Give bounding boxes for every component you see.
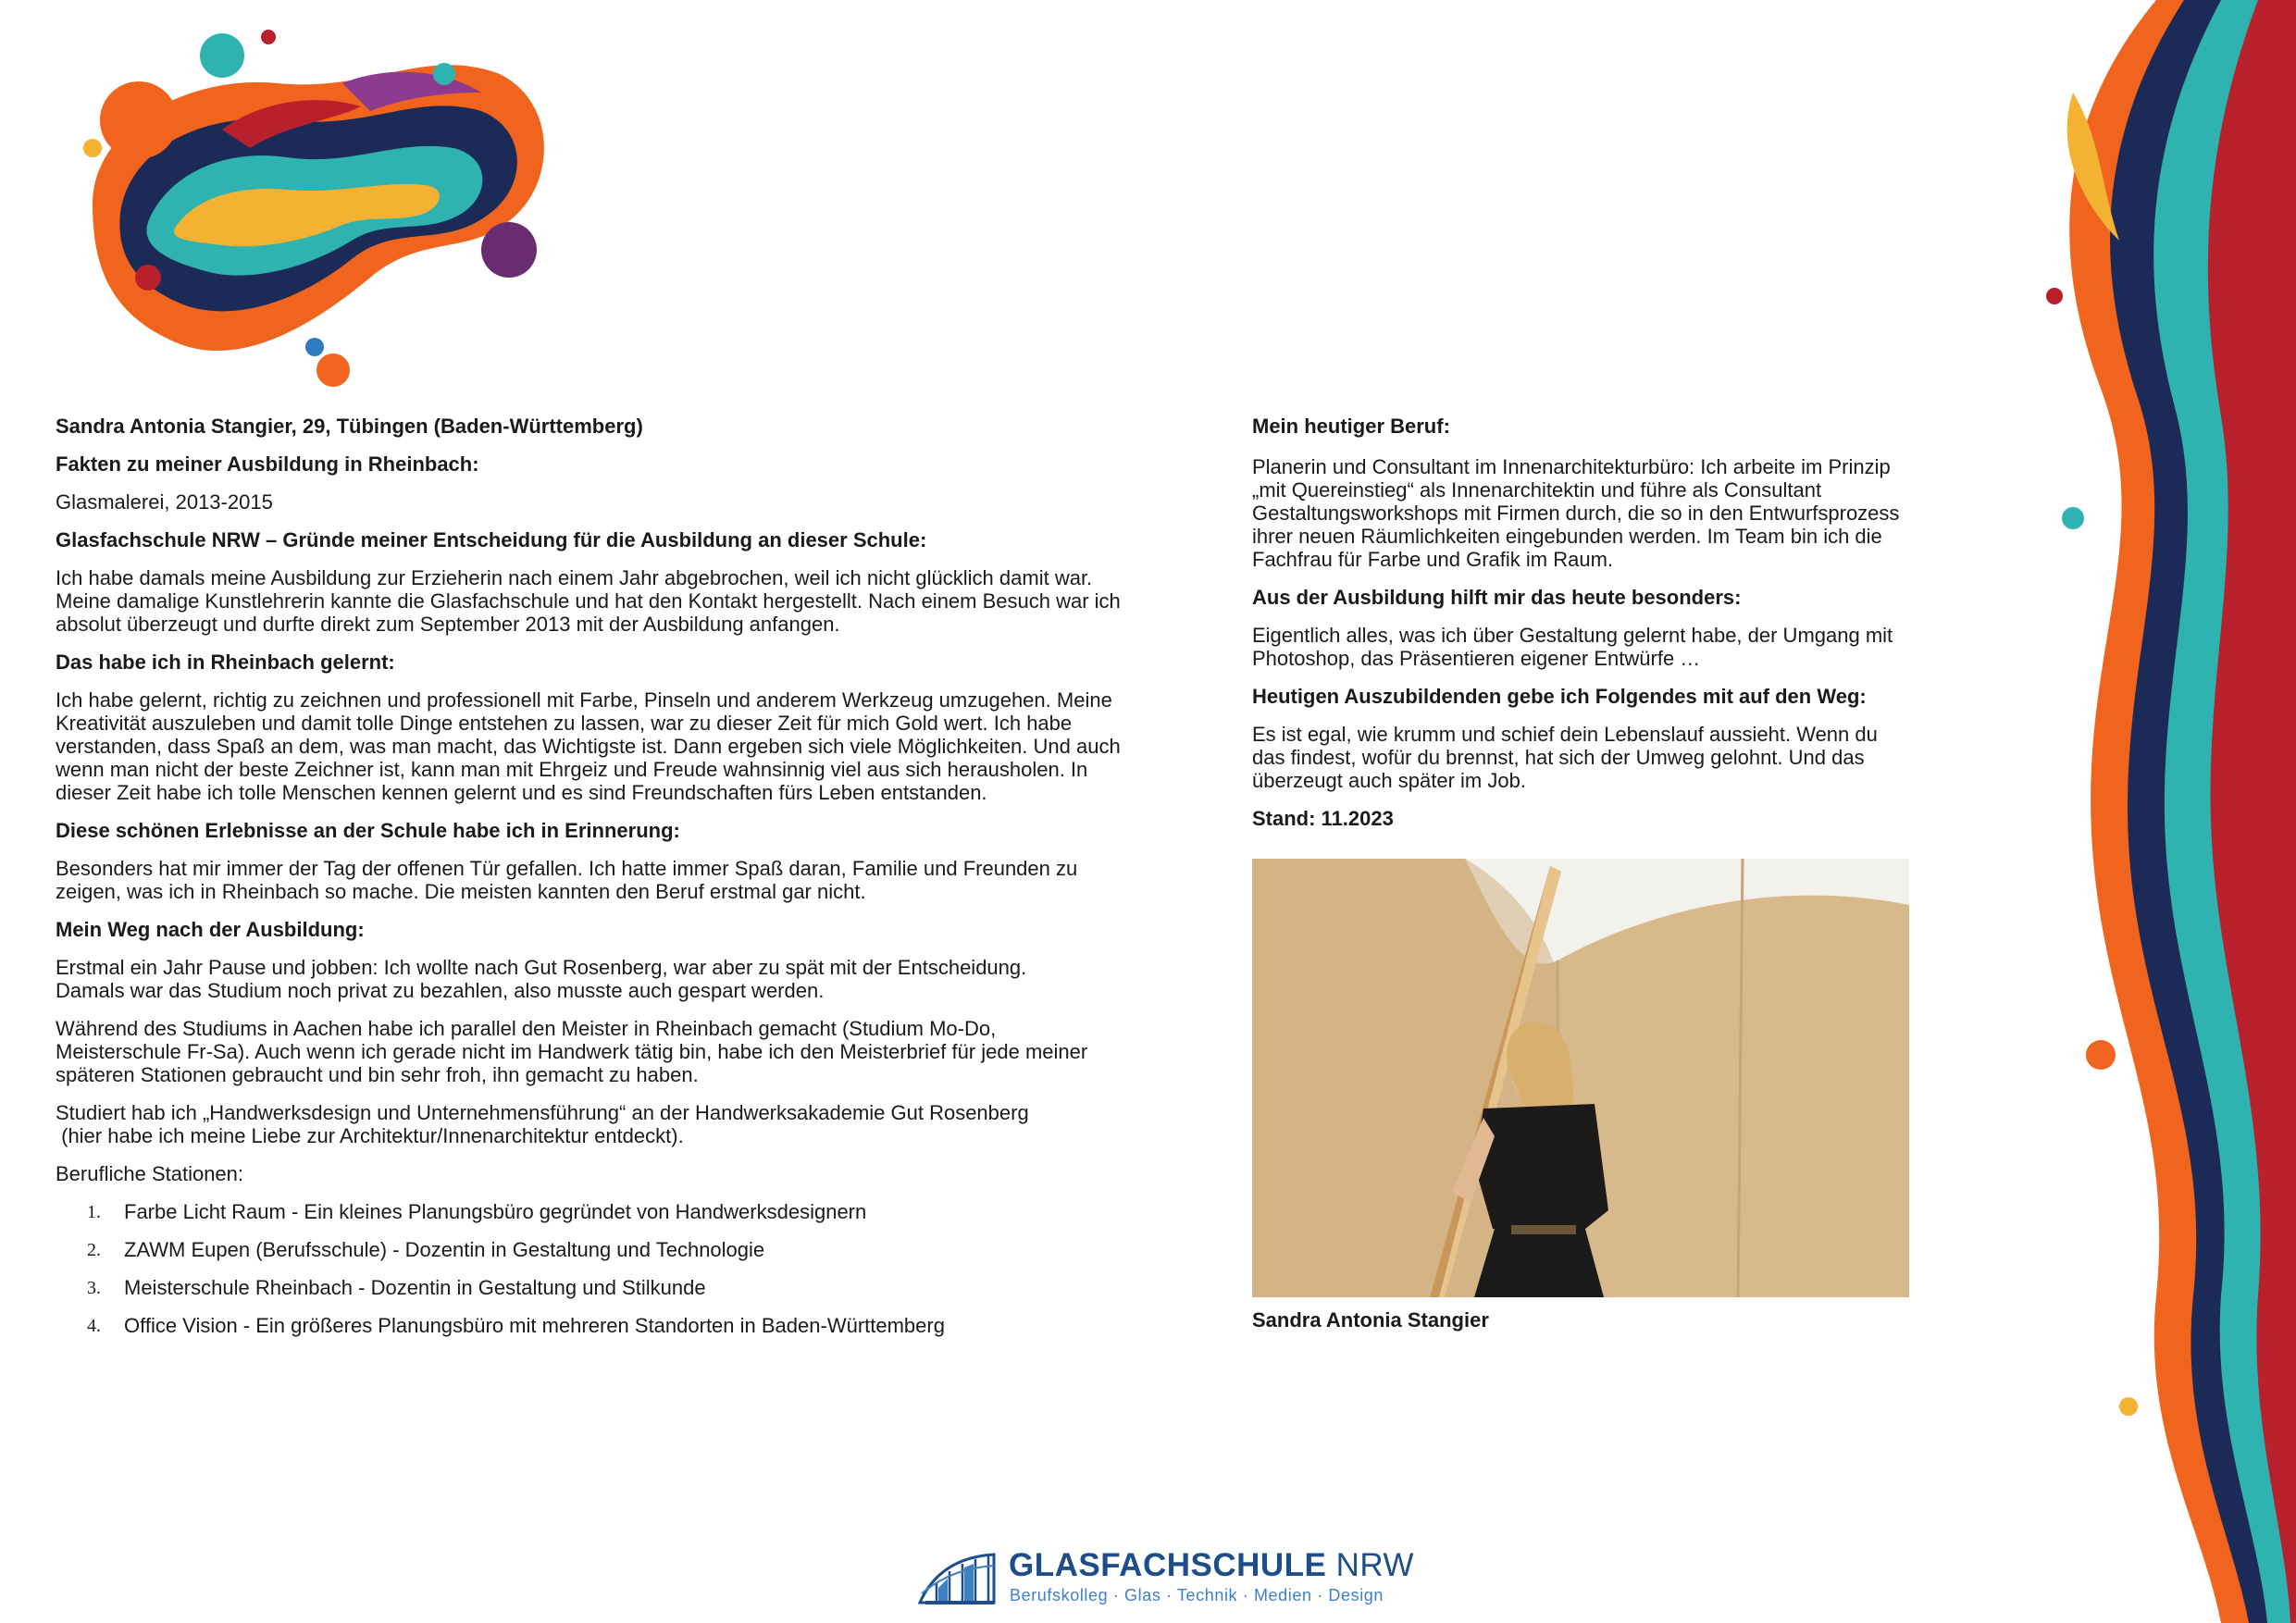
left-column	[56, 415, 1175, 1352]
reasons-heading: Glasfachschule NRW – Gründe meiner Entscheidung für die Ausbildung an dieser Schule:	[56, 528, 927, 551]
text-line: Während des Studiums in Aachen habe ich parallel den Meister in Rheinbach gemacht (Studium Mo-Do,	[56, 1017, 997, 1040]
text-line: Ich habe gelernt, richtig zu zeichnen und professionell mit Farbe, Pinseln und anderem Werkzeug umzugehen. Meine	[56, 688, 1112, 712]
helps-paragraph	[1252, 624, 1918, 670]
logo-subtitle: Berufskolleg · Glas · Technik · Medien · Design	[1010, 1586, 1384, 1604]
path-paragraph-2	[56, 1017, 1175, 1086]
list-item	[56, 1238, 1175, 1261]
memories-heading: Diese schönen Erlebnisse an der Schule habe ich in Erinnerung:	[56, 819, 680, 842]
text-line: Studiert hab ich „Handwerksdesign und Unternehmensführung“ an der Handwerksakademie Gut Rosenberg	[56, 1101, 1029, 1124]
text-line: Es ist egal, wie krumm und schief dein Lebenslauf aussieht. Wenn du	[1252, 723, 1878, 746]
portrait-photo	[1252, 859, 1909, 1297]
logo-title-suffix: NRW	[1326, 1547, 1415, 1583]
list-text: Farbe Licht Raum - Ein kleines Planungsbüro gegründet von Handwerksdesignern	[124, 1200, 867, 1223]
list-number: 4.	[87, 1316, 101, 1336]
text-line: Damals war das Studium noch privat zu bezahlen, also musste auch gespart werden.	[56, 979, 825, 1002]
text-line: das findest, wofür du brennst, hat sich der Umweg gelohnt. Und das	[1252, 746, 1865, 769]
text-line: dieser Zeit habe ich tolle Menschen kennen gelernt und es sind Freundschaften fürs Leben entstanden.	[56, 781, 987, 804]
photo-caption: Sandra Antonia Stangier	[1252, 1308, 1489, 1332]
text-line: ihrer neuen Räumlichkeiten eingebunden werden. Im Team bin ich die	[1252, 525, 1882, 548]
list-item	[56, 1276, 1175, 1299]
text-line: Erstmal ein Jahr Pause und jobben: Ich wollte nach Gut Rosenberg, war aber zu spät mit der Entscheidung.	[56, 956, 1027, 979]
text-line: zeigen, was ich in Rheinbach so mache. Die meisten kannten den Beruf erstmal gar nicht.	[56, 880, 866, 903]
list-text: Meisterschule Rheinbach - Dozentin in Gestaltung und Stilkunde	[124, 1276, 706, 1299]
text-line: Eigentlich alles, was ich über Gestaltung gelernt habe, der Umgang mit	[1252, 624, 1893, 647]
text-line: überzeugt auch später im Job.	[1252, 769, 1526, 792]
facts-heading: Fakten zu meiner Ausbildung in Rheinbach:	[56, 452, 479, 476]
abstract-swirl-art-top	[37, 19, 574, 407]
glass-building-icon	[916, 1551, 996, 1606]
facts-value: Glasmalerei, 2013-2015	[56, 490, 273, 514]
text-line: verstanden, dass Spaß an dem, was man macht, das Wichtigste ist. Dann ergeben sich viele Möglichkeiten. Und auch	[56, 735, 1121, 758]
text-line: (hier habe ich meine Liebe zur Architektur/Innenarchitektur entdeckt).	[56, 1124, 684, 1147]
job-heading: Mein heutiger Beruf:	[1252, 415, 1450, 438]
text-line: absolut überzeugt und durfte direkt zum September 2013 mit der Ausbildung anfangen.	[56, 613, 840, 636]
text-line: Fachfrau für Farbe und Grafik im Raum.	[1252, 548, 1614, 571]
text-line: „mit Quereinstieg“ als Innenarchitektin und führe als Consultant	[1252, 478, 1822, 502]
list-number: 3.	[87, 1278, 101, 1298]
memories-paragraph	[56, 857, 1175, 903]
right-column	[1252, 415, 1918, 1332]
path-paragraph-1	[56, 956, 1175, 1002]
text-line: Meine damalige Kunstlehrerin kannte die Glasfachschule und hat den Kontakt hergestellt. Nach einem Besuch war ich	[56, 589, 1121, 613]
list-number: 2.	[87, 1240, 101, 1260]
reasons-paragraph	[56, 566, 1175, 636]
learned-heading: Das habe ich in Rheinbach gelernt:	[56, 650, 395, 674]
path-paragraph-3	[56, 1101, 1175, 1147]
path-heading: Mein Weg nach der Ausbildung:	[56, 918, 365, 941]
logo-title-main: GLASFACHSCHULE	[1009, 1547, 1327, 1583]
list-number: 1.	[87, 1202, 101, 1222]
list-text: ZAWM Eupen (Berufsschule) - Dozentin in Gestaltung und Technologie	[124, 1238, 765, 1261]
text-line: späteren Stationen gebraucht und bin sehr froh, ihn gemacht zu haben.	[56, 1063, 699, 1086]
text-line: Kreativität auszuleben und damit tolle Dinge entstehen zu lassen, war zu dieser Zeit für mich Gold wert. Ich habe	[56, 712, 1073, 735]
school-logo	[916, 1545, 1415, 1610]
list-item	[56, 1200, 1175, 1223]
text-line: Planerin und Consultant im Innenarchitekturbüro: Ich arbeite im Prinzip	[1252, 455, 1891, 478]
job-paragraph	[1252, 455, 1918, 571]
text-line: Photoshop, das Präsentieren eigener Entwürfe …	[1252, 647, 1701, 670]
text-line: Gestaltungsworkshops mit Firmen durch, die so in den Entwurfsprozess	[1252, 502, 1900, 525]
list-text: Office Vision - Ein größeres Planungsbüro mit mehreren Standorten in Baden-Württemberg	[124, 1314, 945, 1337]
advice-paragraph	[1252, 723, 1918, 792]
abstract-wave-art-right	[1943, 0, 2296, 1623]
stations-list	[56, 1200, 1175, 1337]
helps-heading: Aus der Ausbildung hilft mir das heute besonders:	[1252, 586, 1742, 609]
name-line: Sandra Antonia Stangier, 29, Tübingen (Baden-Württemberg)	[56, 415, 643, 438]
text-line: wenn man nicht der beste Zeichner ist, kann man mit Ehrgeiz und Freude wahnsinnig viel aus sich herausholen. In	[56, 758, 1088, 781]
text-line: Meisterschule Fr-Sa). Auch wenn ich gerade nicht im Handwerk tätig bin, habe ich den Meisterbrief für jede meiner	[56, 1040, 1088, 1063]
date-stamp: Stand: 11.2023	[1252, 807, 1394, 830]
learned-paragraph	[56, 688, 1175, 804]
text-line: Ich habe damals meine Ausbildung zur Erzieherin nach einem Jahr abgebrochen, weil ich nicht glücklich damit war.	[56, 566, 1093, 589]
stations-heading: Berufliche Stationen:	[56, 1162, 244, 1185]
text-line: Besonders hat mir immer der Tag der offenen Tür gefallen. Ich hatte immer Spaß daran, Familie und Freunden zu	[56, 857, 1078, 880]
list-item	[56, 1314, 1175, 1337]
logo-title	[1009, 1547, 1414, 1584]
advice-heading: Heutigen Auszubildenden gebe ich Folgendes mit auf den Weg:	[1252, 685, 1867, 708]
